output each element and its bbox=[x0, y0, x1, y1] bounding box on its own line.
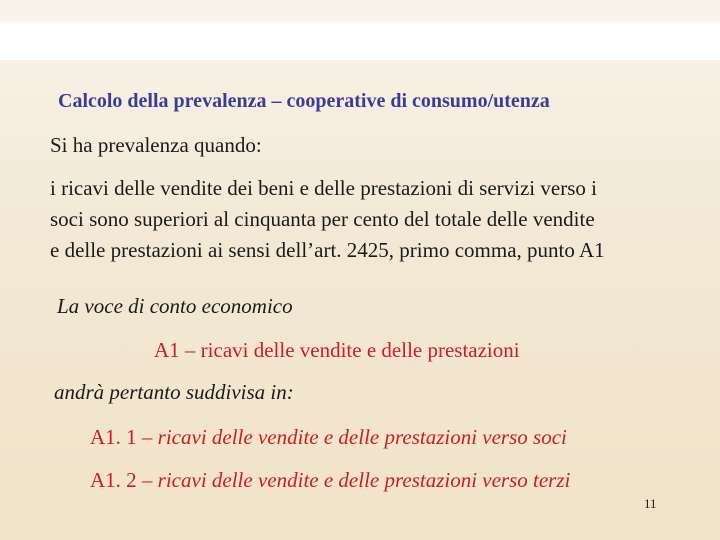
slide-title: Calcolo della prevalenza – cooperative di consumo/utenza bbox=[58, 90, 550, 112]
a1-item: A1 – ricavi delle vendite e delle prestazioni bbox=[154, 338, 520, 362]
paragraph-line: soci sono superiori al cinquanta per cento del totale delle vendite bbox=[50, 207, 595, 231]
sub-item-terzi bbox=[90, 468, 570, 493]
sub-item-desc: ricavi delle vendite e delle prestazioni verso soci bbox=[157, 425, 567, 449]
header-band bbox=[0, 22, 720, 60]
sub-item-code: A1. 2 – bbox=[90, 468, 158, 492]
sub-item-desc: ricavi delle vendite e delle prestazioni verso terzi bbox=[157, 468, 571, 492]
voce-label: La voce di conto economico bbox=[57, 294, 293, 318]
page-number: 11 bbox=[644, 496, 657, 511]
sub-item-soci bbox=[90, 425, 567, 450]
intro-text: Si ha prevalenza quando: bbox=[50, 133, 262, 157]
paragraph-line: i ricavi delle vendite dei beni e delle prestazioni di servizi verso i bbox=[50, 176, 597, 200]
paragraph-line: e delle prestazioni ai sensi dell’art. 2425, primo comma, punto A1 bbox=[50, 238, 605, 262]
andra-label: andrà pertanto suddivisa in: bbox=[54, 380, 294, 404]
definition-paragraph bbox=[50, 173, 690, 266]
sub-item-code: A1. 1 – bbox=[90, 425, 158, 449]
